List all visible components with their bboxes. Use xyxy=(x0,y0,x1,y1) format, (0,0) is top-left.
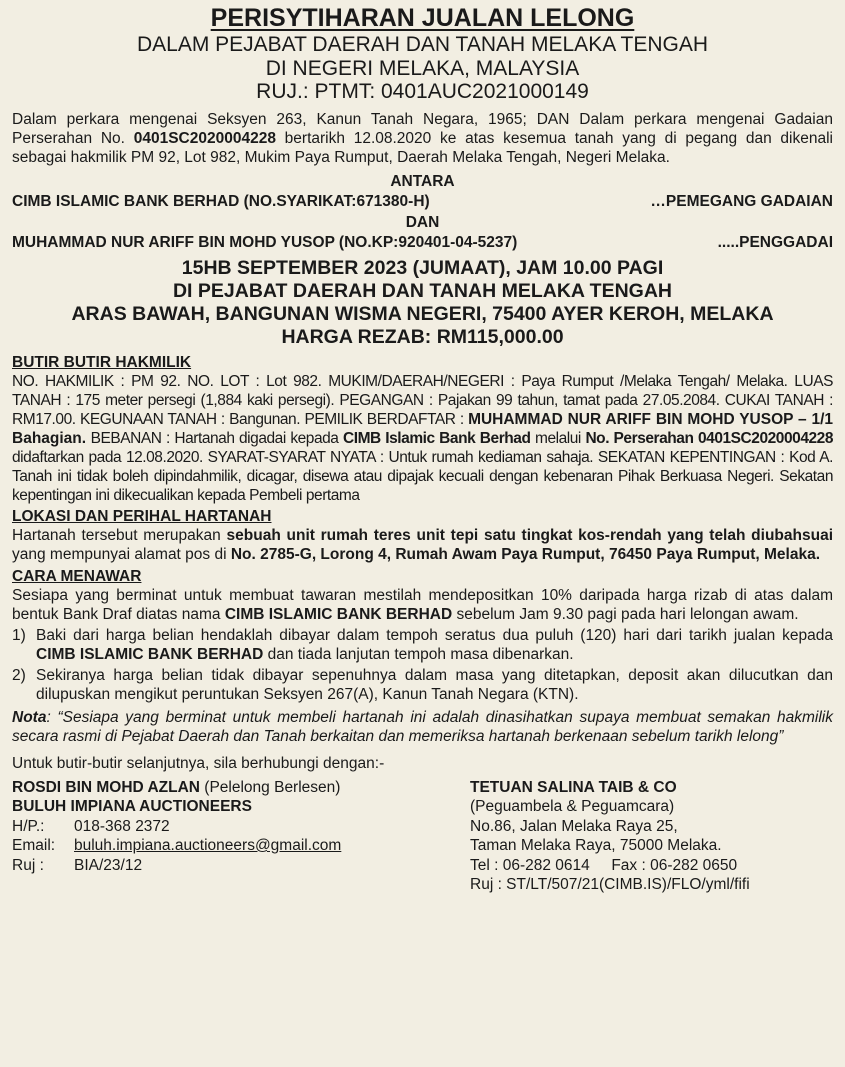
notice-title: PERISYTIHARAN JUALAN LELONG xyxy=(210,4,635,32)
solicitor-address-2: Taman Melaka Raya, 75000 Melaka. xyxy=(470,837,722,854)
butir-text-1: NO. HAKMILIK : PM 92. NO. LOT : Lot 982. MUKIM/DAERAH/NEGERI : Paya Rumput /Melaka Tengah/ Melaka. LUAS TANAH : 175 meter persegi (1,884 kaki persegi). PEGANGAN : Pajakan 99 tahun, tamat pada 27.05.2084. CUKAI TANAH : RM17.00. KEGUNAAN TANAH : Bangunan. PEMILIK BERDAFTAR : xyxy=(12,372,833,428)
list-item xyxy=(12,666,833,704)
intro-text-end: bertarikh 12.08.2020 ke atas kesemua tanah yang di pegang dan dikenali sebagai hakmilik PM 92, Lot 982, Mukim Paya Rumput, Daerah Melaka Tengah, Negeri Melaka. xyxy=(12,129,833,166)
butir-paragraph xyxy=(12,372,833,505)
chargee-name: CIMB ISLAMIC BANK BERHAD (NO.SYARIKAT:671380-H) xyxy=(12,192,430,210)
contacts-block xyxy=(12,778,833,895)
item1-text-1: Baki dari harga belian hendaklah dibayar dalam tempoh seratus dua puluh (120) hari dari tarikh jualan kepada xyxy=(36,626,833,644)
chargor-name: MUHAMMAD NUR ARIFF BIN MOHD YUSOP (NO.KP:920401-04-5237) xyxy=(12,233,518,251)
item1-bank: CIMB ISLAMIC BANK BERHAD xyxy=(36,645,264,663)
email-link[interactable]: buluh.impiana.auctioneers@gmail.com xyxy=(74,837,342,854)
chargee-row xyxy=(12,191,833,213)
cara-paragraph xyxy=(12,586,833,624)
auctioneer-name-line xyxy=(12,778,470,798)
auctioneer-ref-row xyxy=(12,856,470,876)
state-line: DI NEGERI MELAKA, MALAYSIA xyxy=(265,56,580,80)
lokasi-text-1: Hartanah tersebut merupakan xyxy=(12,526,227,544)
nota-label: Nota xyxy=(12,708,47,726)
email-label: Email: xyxy=(12,837,56,854)
auctioneer-block xyxy=(12,778,470,895)
intro-text: Dalam perkara mengenai Seksyen 263, Kanun Tanah Negara, 1965; DAN Dalam perkara mengenai Gadaian Perserahan No. xyxy=(12,110,833,147)
charge-number: 0401SC2020004228 xyxy=(133,129,276,147)
chargor-row xyxy=(12,232,833,254)
butir-text-3: melalui xyxy=(530,429,586,447)
butir-text-2: BEBANAN : Hartanah digadai kepada xyxy=(86,429,343,447)
solicitor-address-1: No.86, Jalan Melaka Raya 25, xyxy=(470,817,678,835)
cara-bank-name: CIMB ISLAMIC BANK BERHAD xyxy=(224,605,453,623)
phone-row xyxy=(12,817,470,837)
auctioneer-ref: BIA/23/12 xyxy=(74,856,143,874)
auctioneer-company: BULUH IMPIANA AUCTIONEERS xyxy=(12,798,252,815)
auction-date: 15HB SEPTEMBER 2023 (JUMAAT), JAM 10.00 PAGI xyxy=(181,256,664,279)
chargee-role: …PEMEGANG GADAIAN xyxy=(650,192,833,210)
ref-label: Ruj : xyxy=(12,856,44,874)
antara-label: ANTARA xyxy=(390,172,455,190)
solicitor-phones: Tel : 06-282 0614 Fax : 06-282 0650 xyxy=(470,856,738,874)
list-number: 2) xyxy=(12,666,26,684)
chargor-role: .....PENGGADAI xyxy=(717,233,833,251)
item1-text-2: dan tiada lanjutan tempoh masa dibenarkan. xyxy=(263,645,574,663)
butir-heading: BUTIR BUTIR HAKMILIK xyxy=(12,353,192,371)
cara-text-2: sebelum Jam 9.30 pagi pada hari lelongan awam. xyxy=(452,605,799,623)
lokasi-heading: LOKASI DAN PERIHAL HARTANAH xyxy=(12,507,272,525)
reserve-price: HARGA REZAB: RM115,000.00 xyxy=(281,325,564,348)
office-line: DALAM PEJABAT DAERAH DAN TANAH MELAKA TENGAH xyxy=(136,33,709,56)
list-text: Sekiranya harga belian tidak dibayar sepenuhnya dalam masa yang ditetapkan, deposit akan dilucutkan dan dilupuskan mengikut peruntukan Seksyen 267(A), Kanun Tanah Negara (KTN). xyxy=(36,666,833,703)
contact-intro: Untuk butir-butir selanjutnya, sila berhubungi dengan:- xyxy=(12,754,385,772)
nota-paragraph xyxy=(12,708,833,746)
solicitor-ref: Ruj : ST/LT/507/21(CIMB.IS)/FLO/yml/fifi xyxy=(470,876,750,893)
email-row xyxy=(12,836,470,856)
registered-owner: MUHAMMAD NUR ARIFF BIN MOHD YUSOP – 1/1 Bahagian. xyxy=(12,410,833,447)
auctioneer-title: (Pelelong Berlesen) xyxy=(200,778,341,796)
cara-heading: CARA MENAWAR xyxy=(12,567,142,585)
auction-place: DI PEJABAT DAERAH DAN TANAH MELAKA TENGAH xyxy=(172,279,673,302)
solicitor-name: TETUAN SALINA TAIB & CO xyxy=(470,778,677,796)
auction-address: ARAS BAWAH, BANGUNAN WISMA NEGERI, 75400 AYER KEROH, MELAKA xyxy=(71,302,774,325)
intro-paragraph xyxy=(12,110,833,167)
lokasi-paragraph xyxy=(12,526,833,564)
dan-label: DAN xyxy=(405,213,440,231)
property-address: No. 2785-G, Lorong 4, Rumah Awam Paya Rumput, 76450 Paya Rumput, Melaka. xyxy=(230,545,821,563)
cara-text-1: Sesiapa yang berminat untuk membuat tawaran mestilah mendepositkan 10% daripada harga rizab di atas dalam bentuk Bank Draf diatas nama xyxy=(12,586,833,623)
auctioneer-name: ROSDI BIN MOHD AZLAN xyxy=(12,778,200,796)
reference-line: RUJ.: PTMT: 0401AUC2021000149 xyxy=(256,80,589,103)
solicitor-role: (Peguambela & Peguamcara) xyxy=(470,798,675,815)
presentation-number: No. Perserahan 0401SC2020004228 xyxy=(585,429,833,447)
list-number: 1) xyxy=(12,626,26,644)
chargee-bank: CIMB Islamic Bank Berhad xyxy=(342,429,531,447)
nota-text: : “Sesiapa yang berminat untuk membeli hartanah ini adalah dinasihatkan supaya membuat semakan hakmilik secara rasmi di Pejabat Daerah dan Tanah berkaitan dan memeriksa hartanah berkenaan sebelum tarikh lelong” xyxy=(12,708,833,745)
list-text xyxy=(36,626,833,664)
list-item xyxy=(12,626,833,664)
phone-number[interactable]: 018-368 2372 xyxy=(74,817,170,835)
property-description: sebuah unit rumah teres unit tepi satu tingkat kos-rendah yang telah diubahsuai xyxy=(226,526,833,544)
butir-text-4: didaftarkan pada 12.08.2020. SYARAT-SYARAT NYATA : Untuk rumah kediaman sahaja. SEKATAN KEPENTINGAN : Kod A. Tanah ini tidak boleh dipindahmilik, dicagar, disewa atau dipajak kecuali dengan kebenaran Pihak Berkuasa Negeri. Sekatan kepentingan ini dikecualikan kepada Pembeli pertama xyxy=(12,448,833,504)
phone-label: H/P.: xyxy=(12,817,45,835)
lokasi-text-2: yang mempunyai alamat pos di xyxy=(12,545,231,563)
solicitor-block xyxy=(470,778,833,895)
